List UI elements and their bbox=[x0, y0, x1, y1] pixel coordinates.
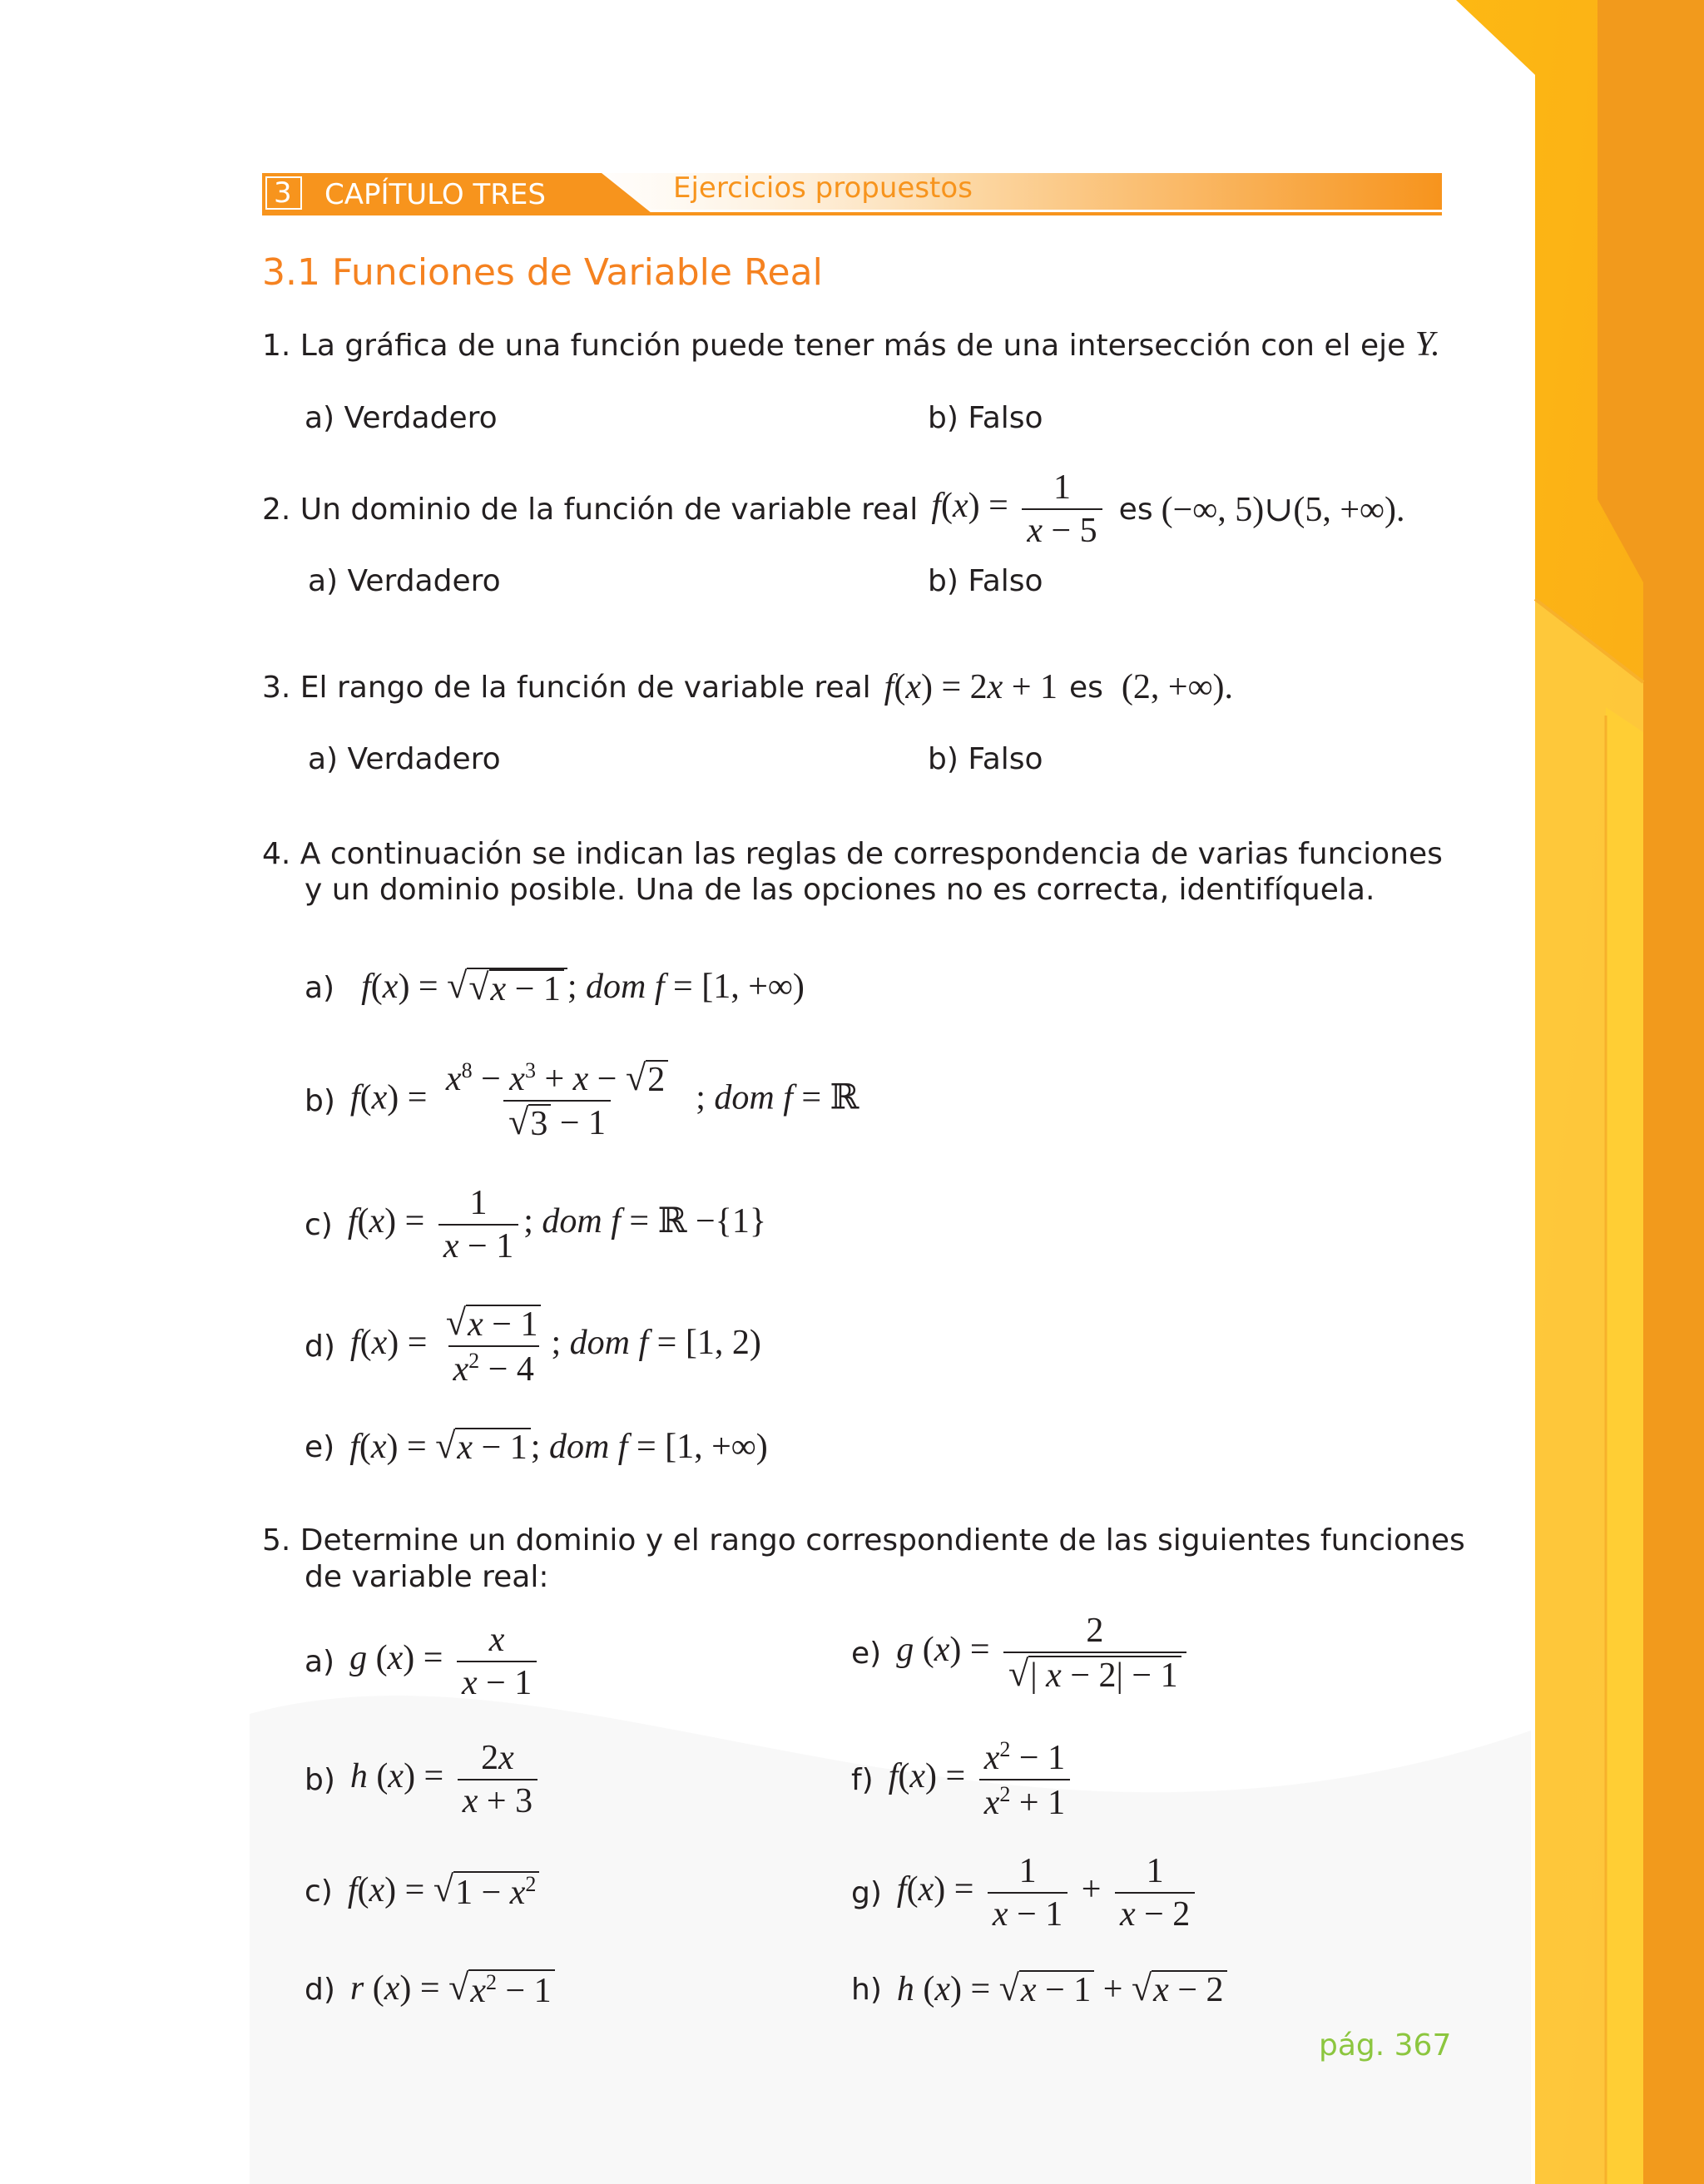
question-4-item-a-label: a) bbox=[305, 970, 335, 1005]
question-5-item-f-formula: f(x) = $\frac{x^2 - 1}{x^2 + 1}$ bbox=[889, 1738, 1075, 1820]
question-2-formula: f(x) = $\frac{1}{x - 5}$ bbox=[931, 469, 1107, 548]
question-1 bbox=[262, 326, 1440, 364]
question-4-item-b bbox=[305, 1055, 859, 1146]
question-3-formula: f(x) = 2x + 1 bbox=[884, 668, 1058, 706]
question-2-option-b: b) Falso bbox=[928, 564, 1043, 598]
question-2-option-a: a) Verdadero bbox=[308, 564, 501, 598]
question-5-item-g bbox=[851, 1847, 1200, 1939]
question-5-item-h-label: h) bbox=[851, 1972, 882, 2007]
question-5-item-b-formula: h (x) = $\frac{2x}{x + 3}$ bbox=[350, 1740, 542, 1819]
question-3-text: 3. El rango de la función de variable real bbox=[262, 670, 871, 705]
question-5-item-f-label: f) bbox=[851, 1762, 874, 1797]
section-label: Ejercicios propuestos bbox=[673, 171, 973, 205]
question-3-option-b: b) Falso bbox=[928, 742, 1043, 776]
question-5-item-h-formula: h (x) = √ x − 1 + √ x − 2 bbox=[897, 1969, 1227, 2009]
question-4-item-b-label: b) bbox=[305, 1083, 335, 1118]
question-5-item-a-formula: g (x) = $\frac{x}{x - 1}$ bbox=[349, 1622, 542, 1701]
chapter-label: CAPÍTULO TRES bbox=[324, 178, 546, 211]
question-4-line-1: 4. A continuación se indican las reglas de correspondencia de varias funciones bbox=[262, 837, 1443, 871]
question-5-item-g-formula: f(x) = $\frac{1}{x - 1}$ + $\frac{1}{x - 2}$ bbox=[897, 1853, 1200, 1932]
question-5-item-f bbox=[851, 1734, 1075, 1825]
question-4-item-b-formula: f(x) = $x^8 - x^3 + x$ − √ 2 √ 3 − 1 ; dom f = ℝ bbox=[349, 1057, 859, 1143]
question-5-item-d-label: d) bbox=[305, 1972, 335, 2007]
question-4-line-2: y un dominio posible. Una de las opciones no es correcta, identifíquela. bbox=[305, 873, 1375, 907]
question-5-item-a bbox=[305, 1616, 542, 1707]
question-4-item-c-label: c) bbox=[305, 1207, 333, 1242]
question-1-text: 1. La gráfica de una función puede tener más de una intersección con el eje bbox=[262, 329, 1406, 363]
question-4-item-d-formula: f(x) = √ x − 1 $x^2 - 4$ ; dom f = [1, 2) bbox=[349, 1302, 761, 1389]
question-5-item-h bbox=[851, 1960, 1227, 2018]
question-2-interval: (−∞, 5)∪(5, +∞). bbox=[1161, 491, 1405, 529]
question-5-item-d-formula: r (x) = √ $x^2 - 1$ bbox=[350, 1969, 555, 2009]
question-4-item-e bbox=[305, 1418, 768, 1476]
question-4-item-a bbox=[305, 958, 805, 1017]
question-5-item-d bbox=[305, 1960, 555, 2018]
question-4-item-c-formula: f(x) = $\frac{1}{x - 1}$ ; dom f = ℝ −{1} bbox=[347, 1184, 766, 1265]
question-4-item-c bbox=[305, 1183, 766, 1266]
chapter-number: 3 bbox=[274, 176, 292, 210]
question-4-item-e-label: e) bbox=[305, 1429, 335, 1464]
question-1-math: Y. bbox=[1414, 325, 1440, 364]
section-title: 3.1 Funciones de Variable Real bbox=[262, 251, 823, 294]
question-5-item-e-formula: g (x) = 2 √ | x − 2| − 1 bbox=[896, 1612, 1191, 1693]
question-2-text: 2. Un dominio de la función de variable real bbox=[262, 492, 919, 527]
question-3-es: es bbox=[1069, 670, 1103, 705]
question-4-item-d bbox=[305, 1303, 761, 1389]
question-5-item-b bbox=[305, 1734, 542, 1825]
question-1-option-a: a) Verdadero bbox=[305, 401, 498, 435]
question-5-item-e bbox=[851, 1607, 1191, 1699]
question-5-item-e-label: e) bbox=[851, 1636, 882, 1671]
question-5-line-2: de variable real: bbox=[305, 1560, 549, 1594]
question-3 bbox=[262, 662, 1233, 712]
question-5-item-g-label: g) bbox=[851, 1875, 882, 1910]
question-5-item-a-label: a) bbox=[305, 1644, 335, 1679]
question-4-item-d-label: d) bbox=[305, 1329, 335, 1364]
question-3-option-a: a) Verdadero bbox=[308, 742, 501, 776]
question-4-item-e-formula: f(x) = √ x − 1 ; dom f = [1, +∞) bbox=[349, 1425, 768, 1467]
question-5-item-c-label: c) bbox=[305, 1874, 333, 1909]
question-5-item-c-formula: f(x) = √ $1 - x^2$ bbox=[348, 1870, 540, 1911]
question-2 bbox=[262, 468, 1404, 551]
question-5-item-c bbox=[305, 1862, 539, 1920]
question-5-line-1: 5. Determine un dominio y el rango correspondiente de las siguientes funciones bbox=[262, 1523, 1465, 1558]
question-4-item-a-formula: f(x) = √ √ x − 1 ; dom f = [1, +∞) bbox=[361, 965, 805, 1009]
question-2-es: es bbox=[1118, 492, 1153, 527]
question-1-option-b: b) Falso bbox=[928, 401, 1043, 435]
question-5-item-b-label: b) bbox=[305, 1762, 335, 1797]
page-number: pág. 367 bbox=[1319, 2028, 1452, 2063]
chapter-header bbox=[262, 173, 1442, 216]
question-3-interval: (2, +∞). bbox=[1121, 668, 1234, 706]
